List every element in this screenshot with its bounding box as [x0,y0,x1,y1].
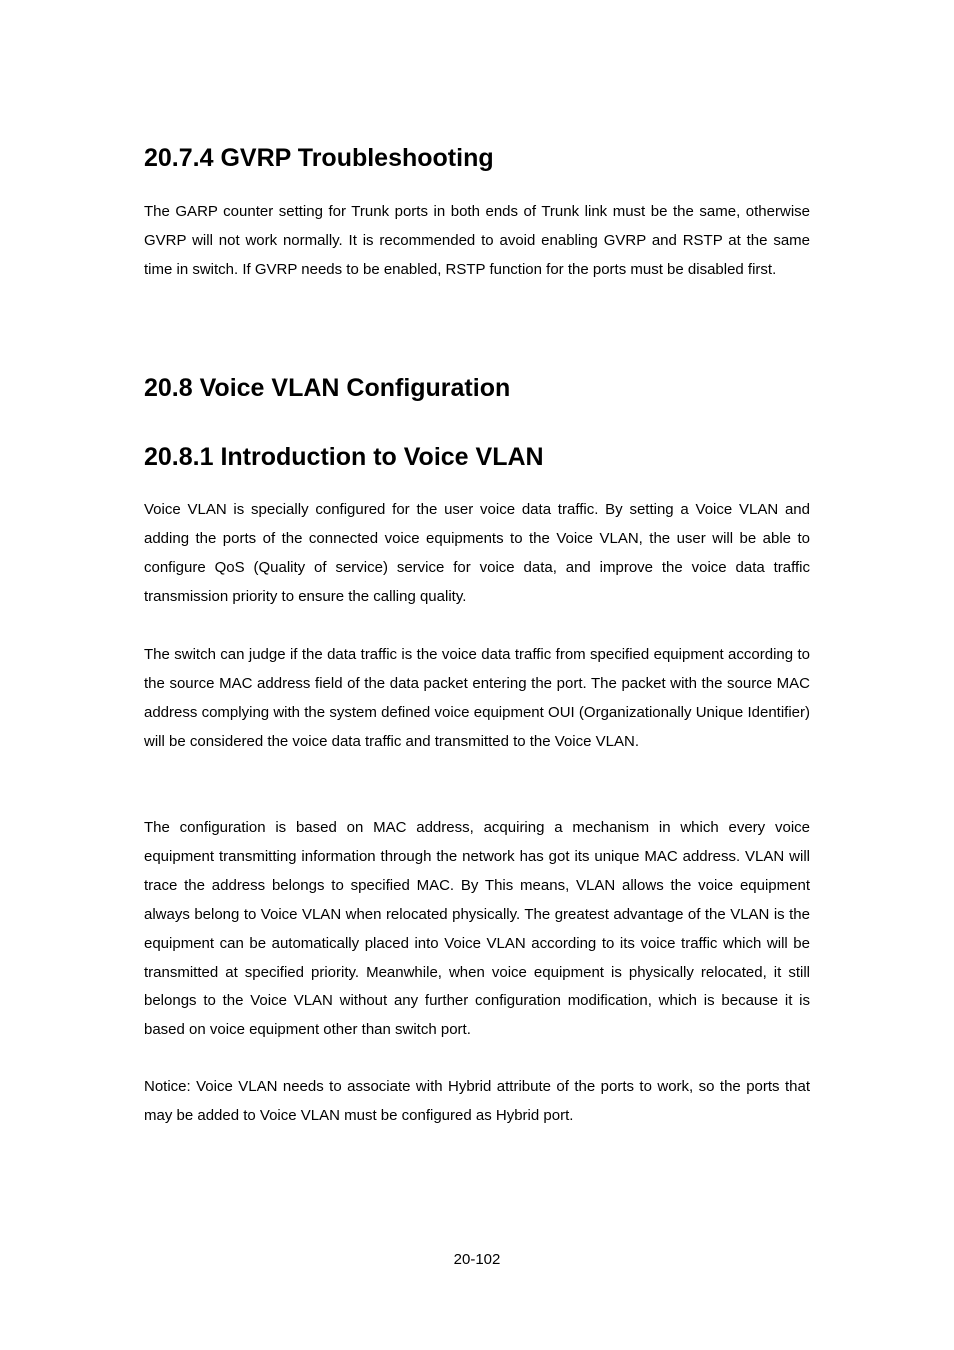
page-number: 20-102 [453,1251,501,1268]
voice-vlan-intro-paragraph-2: The switch can judge if the data traffic is the voice data traffic from specified equipment according to the source MAC address field of the data packet entering the port. The packet with the source MAC address complying with the system defined voice equipment OUI (Organizationally Unique Identifier) will be considered the voice data traffic and transmitted to the Voice VLAN. [144,646,810,750]
gvrp-troubleshooting-paragraph: The GARP counter setting for Trunk ports in both ends of Trunk link must be the same, otherwise GVRP will not work normally. It is recommended to avoid enabling GVRP and RSTP at the same time in switch. If GVRP needs to be enabled, RSTP function for the ports must be disabled first. [144,203,810,278]
section-heading-gvrp-troubleshooting: 20.7.4 GVRP Troubleshooting [144,144,494,172]
voice-vlan-intro-paragraph-3: The configuration is based on MAC address, acquiring a mechanism in which every voice equipment transmitting information through the network has got its unique MAC address. VLAN will trace the address belongs to specified MAC. By This means, VLAN allows the voice equipment always belong to Voice VLAN when relocated physically. The greatest advantage of the VLAN is the equipment can be automatically placed into Voice VLAN according to its voice traffic which will be transmitted at specified priority. Meanwhile, when voice equipment is physically relocated, it still belongs to the Voice VLAN without any further configuration modification, which is because it is based on voice equipment other than switch port. [144,819,810,1039]
voice-vlan-intro-paragraph-1: Voice VLAN is specially configured for the user voice data traffic. By setting a Voice VLAN and adding the ports of the connected voice equipments to the Voice VLAN, the user will be able to configure QoS (Quality of service) service for voice data, and improve the voice data traffic transmission priority to ensure the calling quality. [144,501,810,605]
voice-vlan-notice-paragraph: Notice: Voice VLAN needs to associate with Hybrid attribute of the ports to work, so the ports that may be added to Voice VLAN must be configured as Hybrid port. [144,1078,810,1124]
section-heading-introduction-to-voice-vlan: 20.8.1 Introduction to Voice VLAN [144,443,544,471]
section-heading-voice-vlan-configuration: 20.8 Voice VLAN Configuration [144,374,511,402]
